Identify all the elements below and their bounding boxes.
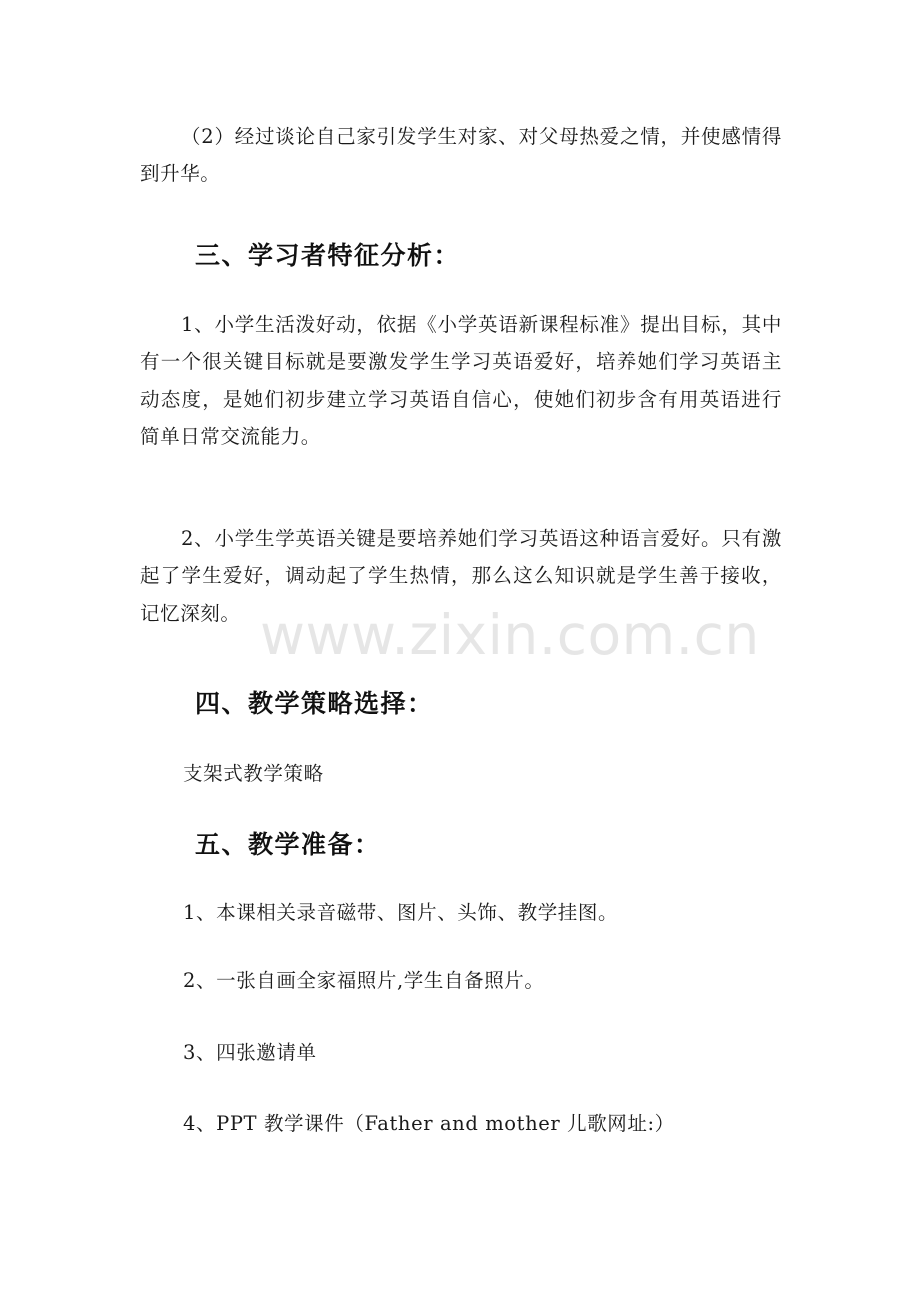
- section-5-item-2: 2、一张自画全家福照片,学生自备照片。: [183, 969, 545, 992]
- intro-paragraph: （2）经过谈论自己家引发学生对家、对父母热爱之情，并使感情得到升华。: [140, 125, 782, 186]
- section-5-item-4: 4、PPT 教学课件（Father and mother 儿歌网址:）: [183, 1112, 675, 1135]
- section-3-heading: 三、学习者特征分析：: [195, 241, 461, 270]
- section-4-heading: 四、教学策略选择：: [195, 689, 434, 718]
- section-5-item-3: 3、四张邀请单: [183, 1041, 317, 1064]
- section-4-content: 支架式教学策略: [183, 762, 324, 785]
- section-5-item-1: 1、本课相关录音磁带、图片、头饰、教学挂图。: [183, 901, 619, 924]
- watermark: www.zixin.com.cn: [260, 603, 760, 667]
- section-3-paragraph-2: 2、小学生学英语关键是要培养她们学习英语这种语言爱好。只有激起了学生爱好，调动起了学生热情，那么这么知识就是学生善于接收，记忆深刻。: [140, 527, 782, 625]
- section-3-paragraph-1: 1、小学生活泼好动，依据《小学英语新课程标准》提出目标，其中有一个很关键目标就是要激发学生学习英语爱好，培养她们学习英语主动态度，是她们初步建立学习英语自信心，使她们初步含有用英语进行简单日常交流能力。: [140, 313, 782, 448]
- section-5-heading: 五、教学准备：: [195, 830, 381, 859]
